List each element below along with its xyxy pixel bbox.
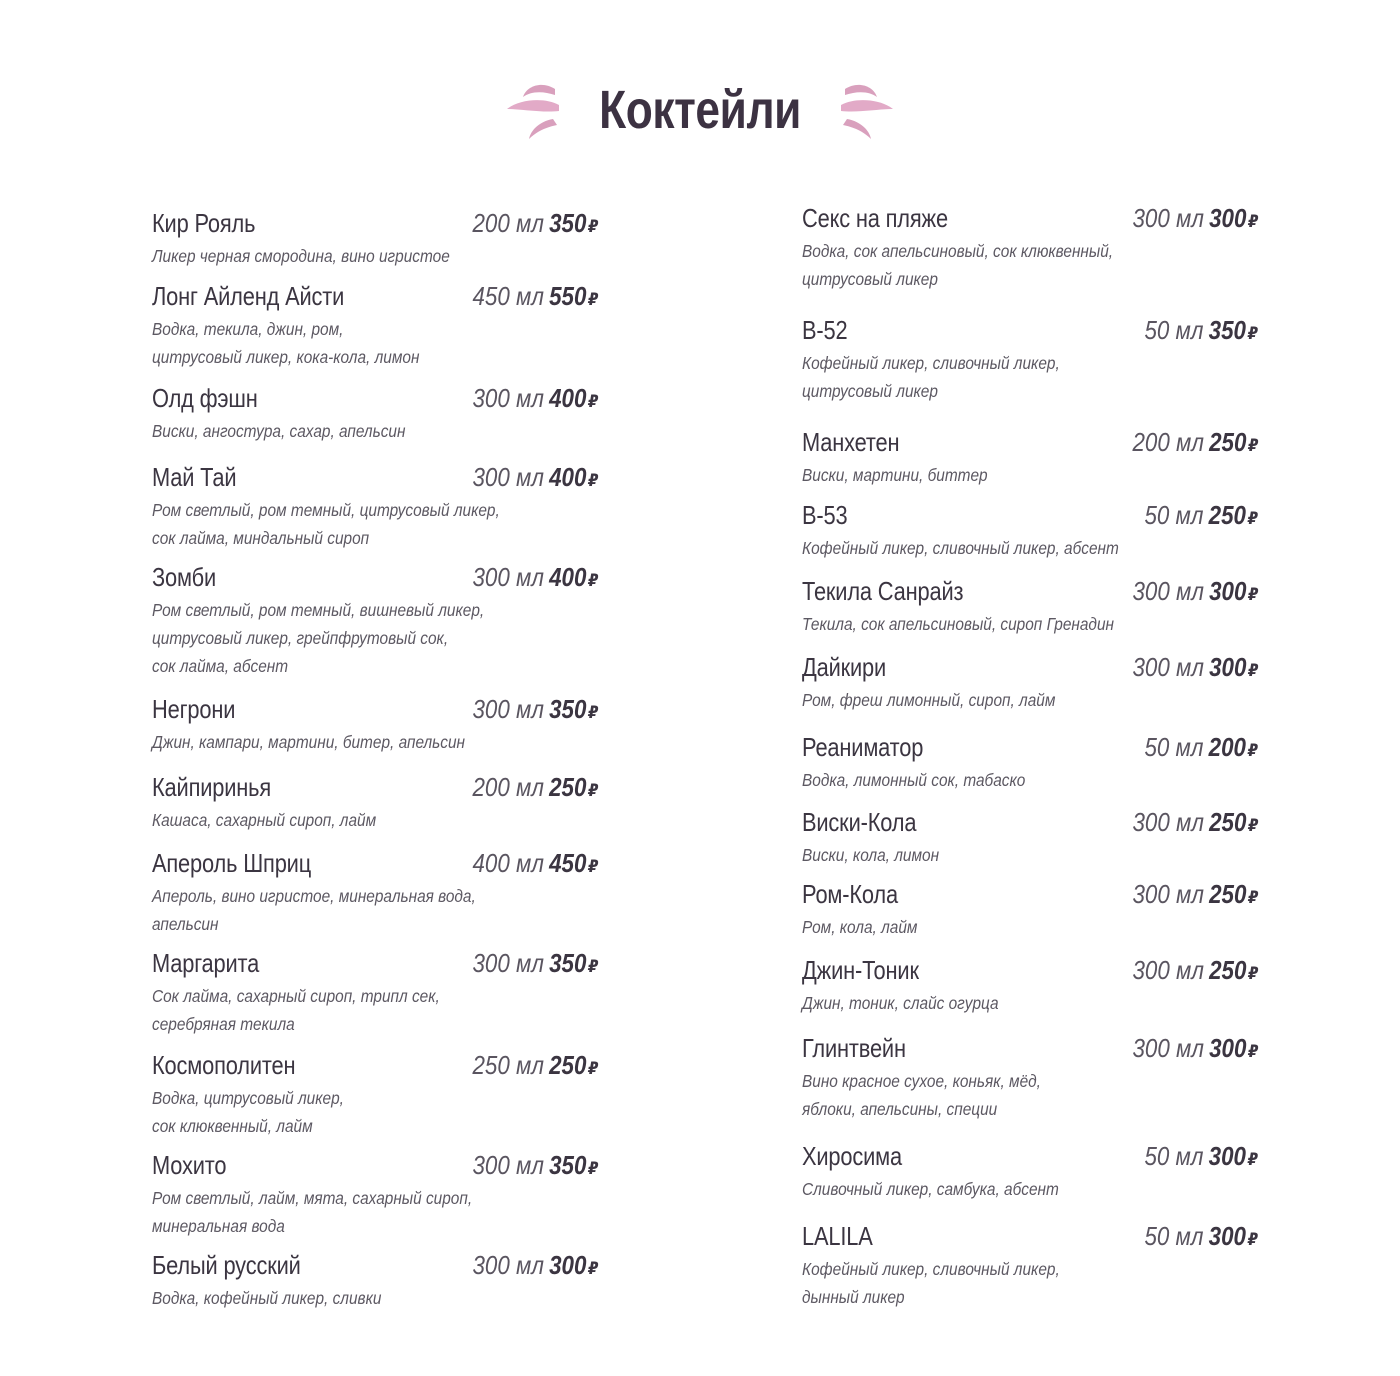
item-name: Маргарита: [152, 948, 260, 978]
item-price-amount: 250: [1208, 427, 1247, 457]
item-description: [152, 882, 476, 938]
item-name: Лонг Айленд Айсти: [152, 281, 345, 311]
item-price-amount: 350: [548, 694, 587, 724]
item-price: [472, 383, 598, 414]
item-name: Кайпиринья: [152, 772, 272, 802]
item-name: Реаниматор: [802, 732, 924, 762]
page-title: Коктейли: [599, 80, 801, 140]
item-name: Зомби: [152, 562, 216, 592]
item-name: Олд фэшн: [152, 383, 258, 413]
item-description: [152, 417, 405, 445]
ruble-sign: ₽: [1247, 324, 1258, 344]
description-line: Ром, фреш лимонный, сироп, лайм: [802, 690, 1056, 710]
item-name: Апероль Шприц: [152, 848, 312, 878]
description-line: Кофейный ликер, сливочный ликер, абсент: [802, 538, 1119, 558]
item-name: Текила Санрайз: [802, 576, 964, 606]
description-line: Кофейный ликер, сливочный ликер,: [802, 353, 1060, 373]
description-line: Водка, сок апельсиновый, сок клюквенный,: [802, 241, 1114, 261]
item-price: [472, 948, 598, 979]
item-name: Глинтвейн: [802, 1033, 906, 1063]
item-description: [802, 610, 1114, 638]
description-line: апельсин: [152, 914, 219, 934]
description-line: цитрусовый ликер: [802, 269, 938, 289]
description-line: Кофейный ликер, сливочный ликер,: [802, 1259, 1060, 1279]
ruble-sign: ₽: [1247, 212, 1258, 232]
item-price-amount: 400: [548, 462, 587, 492]
item-description: [152, 496, 500, 552]
ruble-sign: ₽: [1247, 436, 1258, 456]
item-price-amount: 300: [1208, 1033, 1247, 1063]
description-line: Ром, кола, лайм: [802, 917, 918, 937]
description-line: минеральная вода: [152, 1216, 285, 1236]
item-name: Дайкири: [802, 652, 887, 682]
item-price: [1132, 879, 1258, 910]
item-volume: 300 мл: [1132, 576, 1204, 606]
description-line: Ром светлый, ром темный, цитрусовый ликер,: [152, 500, 500, 520]
item-description: [152, 596, 484, 680]
item-volume: 50 мл: [1144, 500, 1204, 530]
item-price-amount: 300: [1208, 652, 1247, 682]
item-description: [802, 841, 939, 869]
ruble-sign: ₽: [587, 1059, 598, 1079]
description-line: Текила, сок апельсиновый, сироп Гренадин: [802, 614, 1114, 634]
item-price: [1132, 1033, 1258, 1064]
item-volume: 450 мл: [472, 281, 544, 311]
item-price-amount: 400: [548, 383, 587, 413]
ruble-sign: ₽: [1247, 661, 1258, 681]
item-description: [152, 1084, 344, 1140]
item-price: [1132, 955, 1258, 986]
ruble-sign: ₽: [1247, 509, 1258, 529]
item-volume: 250 мл: [472, 1050, 544, 1080]
item-volume: 300 мл: [472, 462, 544, 492]
menu-header: [0, 70, 1400, 150]
item-description: [802, 989, 999, 1017]
item-volume: 300 мл: [472, 948, 544, 978]
item-price: [472, 848, 598, 879]
item-price: [472, 694, 598, 725]
ruble-sign: ₽: [587, 781, 598, 801]
description-line: Сливочный ликер, самбука, абсент: [802, 1179, 1059, 1199]
item-volume: 300 мл: [472, 1250, 544, 1280]
item-price: [472, 562, 598, 593]
item-name: Джин-Тоник: [802, 955, 919, 985]
right-flourish-icon: [839, 79, 895, 141]
description-line: Виски, ангостура, сахар, апельсин: [152, 421, 406, 441]
item-volume: 300 мл: [1132, 807, 1204, 837]
item-name: Белый русский: [152, 1250, 301, 1280]
ruble-sign: ₽: [1247, 1042, 1258, 1062]
item-name: Секс на пляже: [802, 203, 948, 233]
item-price: [1145, 1141, 1258, 1172]
description-line: Джин, тоник, слайс огурца: [802, 993, 999, 1013]
item-name: Мохито: [152, 1150, 227, 1180]
item-name: В-53: [802, 500, 848, 530]
item-price: [1132, 576, 1258, 607]
left-flourish-icon: [505, 79, 561, 141]
ruble-sign: ₽: [1247, 585, 1258, 605]
item-volume: 50 мл: [1144, 1221, 1204, 1251]
item-price: [472, 462, 598, 493]
item-description: [152, 242, 450, 270]
description-line: цитрусовый ликер, грейпфрутовый сок,: [152, 628, 449, 648]
ruble-sign: ₽: [587, 217, 598, 237]
item-description: [152, 982, 440, 1038]
item-description: [802, 913, 917, 941]
item-price: [1132, 652, 1258, 683]
description-line: Виски, кола, лимон: [802, 845, 940, 865]
ruble-sign: ₽: [1247, 1230, 1258, 1250]
item-volume: 200 мл: [472, 772, 544, 802]
item-price-amount: 350: [548, 1150, 587, 1180]
description-line: Ликер черная смородина, вино игристое: [152, 246, 450, 266]
item-price-amount: 400: [548, 562, 587, 592]
ruble-sign: ₽: [587, 571, 598, 591]
item-price-amount: 250: [548, 1050, 587, 1080]
description-line: дынный ликер: [802, 1287, 905, 1307]
item-price: [1145, 315, 1258, 346]
ruble-sign: ₽: [1247, 888, 1258, 908]
ruble-sign: ₽: [587, 857, 598, 877]
ruble-sign: ₽: [587, 471, 598, 491]
item-volume: 300 мл: [1132, 879, 1204, 909]
item-description: [152, 1184, 472, 1240]
item-price: [1145, 732, 1258, 763]
ruble-sign: ₽: [587, 703, 598, 723]
description-line: цитрусовый ликер: [802, 381, 938, 401]
item-price: [472, 1250, 598, 1281]
item-volume: 50 мл: [1144, 315, 1204, 345]
description-line: серебряная текила: [152, 1014, 295, 1034]
item-volume: 300 мл: [1132, 955, 1204, 985]
item-description: [152, 806, 376, 834]
item-price: [1132, 203, 1258, 234]
ruble-sign: ₽: [587, 290, 598, 310]
item-price-amount: 300: [1208, 1221, 1247, 1251]
description-line: Ром светлый, ром темный, вишневый ликер,: [152, 600, 485, 620]
description-line: Апероль, вино игристое, минеральная вода,: [152, 886, 476, 906]
item-description: [802, 766, 1025, 794]
description-line: цитрусовый ликер, кока-кола, лимон: [152, 347, 420, 367]
item-price-amount: 350: [548, 208, 587, 238]
item-price-amount: 250: [1208, 879, 1247, 909]
ruble-sign: ₽: [587, 392, 598, 412]
item-name: Виски-Кола: [802, 807, 917, 837]
item-description: [802, 1067, 1041, 1123]
item-name: Май Тай: [152, 462, 237, 492]
item-price: [472, 772, 598, 803]
item-price-amount: 300: [1208, 203, 1247, 233]
description-line: Водка, лимонный сок, табаско: [802, 770, 1026, 790]
description-line: Сок лайма, сахарный сироп, трипл сек,: [152, 986, 440, 1006]
ruble-sign: ₽: [1247, 816, 1258, 836]
item-price-amount: 350: [548, 948, 587, 978]
item-volume: 50 мл: [1144, 1141, 1204, 1171]
item-description: [802, 461, 988, 489]
item-price: [1145, 1221, 1258, 1252]
description-line: Водка, кофейный ликер, сливки: [152, 1288, 382, 1308]
item-volume: 300 мл: [1132, 1033, 1204, 1063]
item-price: [1132, 427, 1258, 458]
ruble-sign: ₽: [587, 957, 598, 977]
item-name: Космополитен: [152, 1050, 296, 1080]
description-line: Джин, кампари, мартини, битер, апельсин: [152, 732, 466, 752]
item-volume: 300 мл: [1132, 652, 1204, 682]
item-price-amount: 450: [548, 848, 587, 878]
item-price-amount: 250: [1208, 807, 1247, 837]
item-description: [802, 237, 1113, 293]
item-description: [802, 686, 1055, 714]
item-price-amount: 200: [1208, 732, 1247, 762]
item-description: [802, 349, 1060, 405]
item-name: Кир Рояль: [152, 208, 256, 238]
item-volume: 300 мл: [472, 694, 544, 724]
item-description: [152, 1284, 381, 1312]
item-volume: 400 мл: [472, 848, 544, 878]
description-line: Вино красное сухое, коньяк, мёд,: [802, 1071, 1041, 1091]
item-description: [802, 1255, 1060, 1311]
item-description: [802, 534, 1119, 562]
item-description: [152, 315, 419, 371]
item-price: [1132, 807, 1258, 838]
item-price: [472, 281, 598, 312]
ruble-sign: ₽: [587, 1259, 598, 1279]
description-line: Водка, цитрусовый ликер,: [152, 1088, 344, 1108]
item-volume: 50 мл: [1144, 732, 1204, 762]
item-volume: 300 мл: [472, 1150, 544, 1180]
description-line: сок лайма, миндальный сироп: [152, 528, 370, 548]
item-price-amount: 350: [1208, 315, 1247, 345]
item-price: [1145, 500, 1258, 531]
item-price: [472, 1050, 598, 1081]
ruble-sign: ₽: [1247, 964, 1258, 984]
item-price-amount: 250: [548, 772, 587, 802]
description-line: яблоки, апельсины, специи: [802, 1099, 998, 1119]
item-volume: 300 мл: [472, 562, 544, 592]
item-price-amount: 300: [1208, 576, 1247, 606]
item-name: LALILA: [802, 1221, 873, 1251]
item-name: В-52: [802, 315, 848, 345]
description-line: сок клюквенный, лайм: [152, 1116, 313, 1136]
item-description: [802, 1175, 1059, 1203]
item-price-amount: 300: [1208, 1141, 1247, 1171]
item-price-amount: 300: [548, 1250, 587, 1280]
item-name: Негрони: [152, 694, 236, 724]
item-price: [472, 208, 598, 239]
item-name: Манхетен: [802, 427, 900, 457]
item-price-amount: 550: [548, 281, 587, 311]
item-volume: 200 мл: [1132, 427, 1204, 457]
item-price: [472, 1150, 598, 1181]
item-name: Ром-Кола: [802, 879, 898, 909]
item-price-amount: 250: [1208, 955, 1247, 985]
description-line: Водка, текила, джин, ром,: [152, 319, 344, 339]
item-description: [152, 728, 465, 756]
description-line: Виски, мартини, биттер: [802, 465, 988, 485]
description-line: сок лайма, абсент: [152, 656, 289, 676]
ruble-sign: ₽: [1247, 741, 1258, 761]
item-volume: 200 мл: [472, 208, 544, 238]
item-name: Хиросима: [802, 1141, 902, 1171]
item-volume: 300 мл: [1132, 203, 1204, 233]
ruble-sign: ₽: [1247, 1150, 1258, 1170]
item-volume: 300 мл: [472, 383, 544, 413]
ruble-sign: ₽: [587, 1159, 598, 1179]
item-price-amount: 250: [1208, 500, 1247, 530]
description-line: Ром светлый, лайм, мята, сахарный сироп,: [152, 1188, 473, 1208]
description-line: Кашаса, сахарный сироп, лайм: [152, 810, 377, 830]
